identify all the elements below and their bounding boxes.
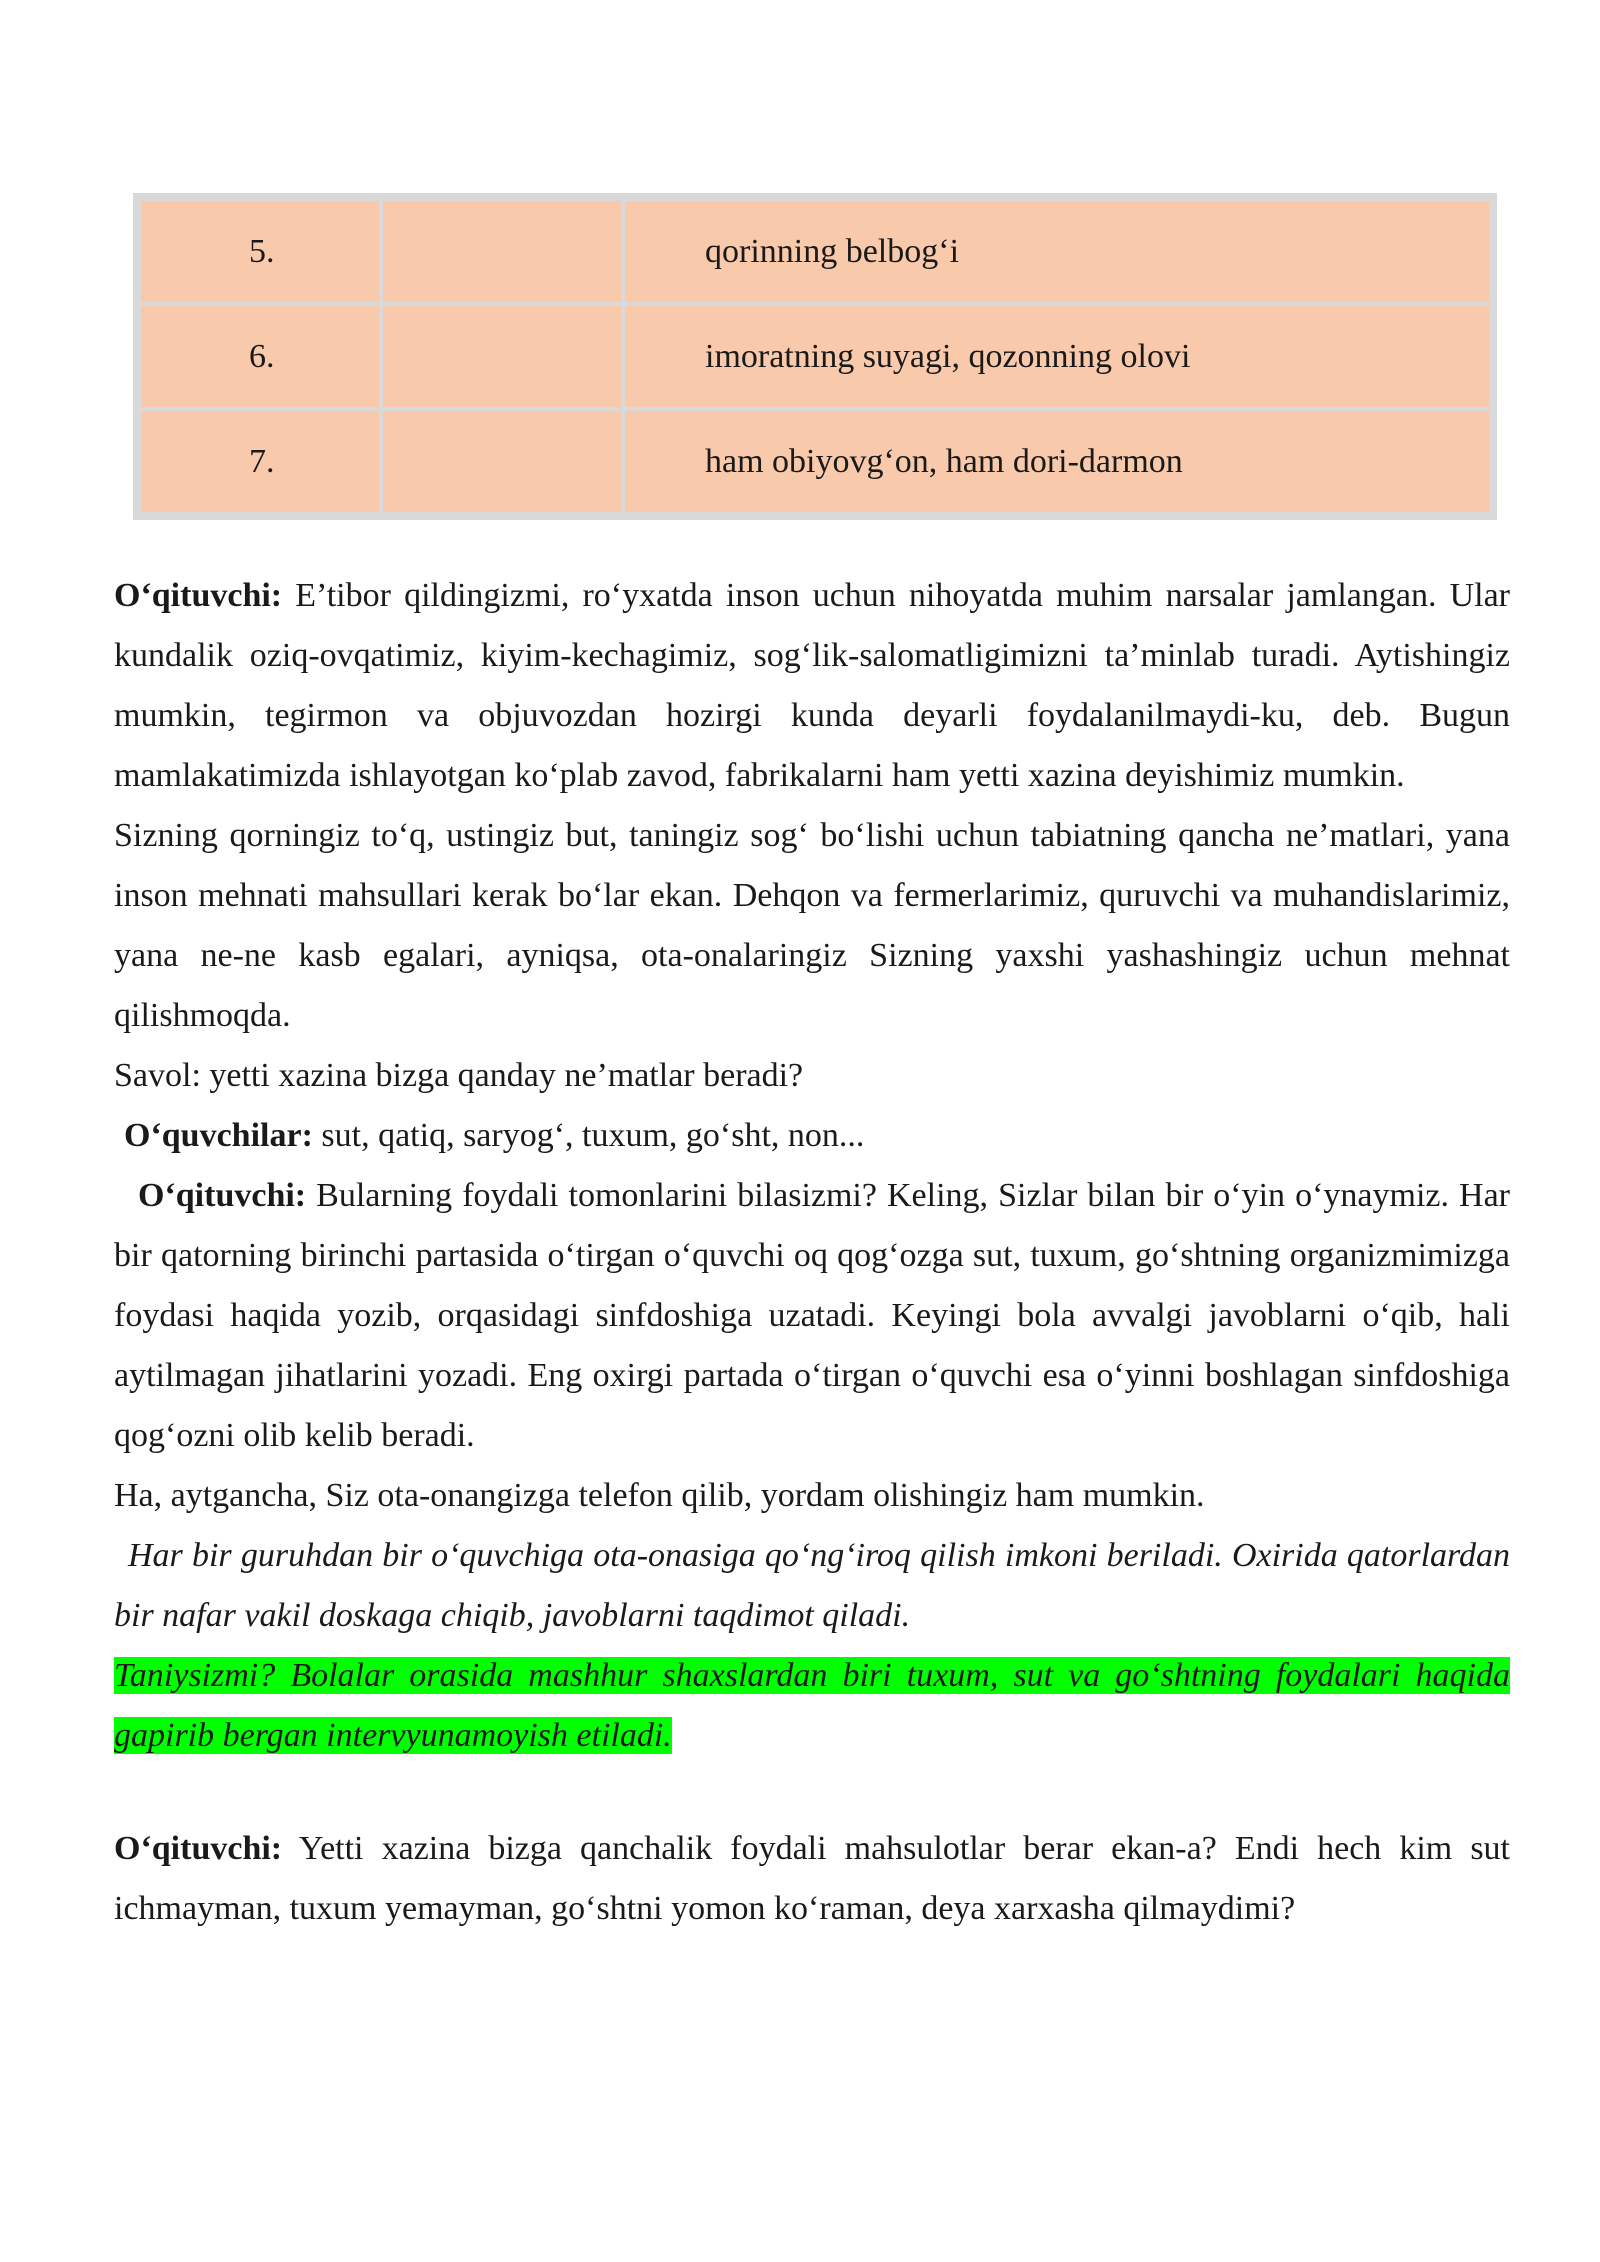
- paragraph-students: [114, 1106, 1510, 1166]
- paragraph-text: Bularning foydali tomonlarini bilasizmi? Keling, Sizlar bilan bir o‘yin o‘ynaymiz. Har bir qatorning birinchi partasida o‘tirgan o‘quvchi oq qog‘ozga sut, tuxum, go‘shtning organizmimizga foydasi haqida yozib, orqasidagi sinfdoshiga uzatadi. Keyingi bola avvalgi javoblarni o‘qib, hali aytilmagan jihatlarini yozadi. Eng oxirgi partada o‘tirgan o‘quvchi esa o‘yinni boshlagan sinfdoshiga qog‘ozni olib kelib beradi.: [114, 1177, 1510, 1454]
- row-blank-cell: [383, 306, 621, 407]
- paragraph-text: sut, qatiq, saryog‘, tuxum, go‘sht, non...: [312, 1117, 865, 1154]
- question-line: Savol: yetti xazina bizga qanday ne’matlar beradi?: [114, 1057, 804, 1094]
- speaker-label: O‘qituvchi:: [114, 1830, 283, 1867]
- row-number: 5.: [141, 201, 379, 302]
- paragraph-highlighted: [114, 1646, 1510, 1766]
- paragraph-text: Yetti xazina bizga qanchalik foydali mahsulotlar berar ekan-a? Endi hech kim sut ichmayman, tuxum yemayman, go‘shtni yomon ko‘raman, deya xarxasha qilmaydimi?: [114, 1830, 1510, 1927]
- items-table: [133, 193, 1497, 520]
- paragraph-gap: [114, 1766, 1510, 1819]
- table-row: [141, 306, 1489, 407]
- row-number: 7.: [141, 411, 379, 512]
- paragraph-instruction: Har bir guruhdan bir o‘quvchiga ota-onasiga qo‘ng‘iroq qilish imkoni beriladi. Oxirida qatorlardan bir nafar vakil doskaga chiqib, javoblarni taqdimot qiladi.: [114, 1537, 1510, 1634]
- highlighted-text: Taniysizmi? Bolalar orasida mashhur shaxslardan biri tuxum, sut va go‘shtning foydalari haqida gapirib bergan intervyunamoyish etiladi.: [114, 1657, 1510, 1754]
- speaker-label: O‘qituvchi:: [114, 577, 283, 614]
- body-text: [114, 566, 1510, 1939]
- items-table-grid: [137, 197, 1493, 516]
- row-description: qorinning belbog‘i: [625, 201, 1489, 302]
- table-row: [141, 411, 1489, 512]
- paragraph-2: Sizning qorningiz to‘q, ustingiz but, taningiz sog‘ bo‘lishi uchun tabiatning qancha ne’matlari, yana inson mehnati mahsullari kerak bo‘lar ekan. Dehqon va fermerlarimiz, quruvchi va muhandislarimiz, yana ne-ne kasb egalari, ayniqsa, ota-onalaringiz Sizning yaxshi yashashingiz uchun mehnat qilishmoqda.: [114, 817, 1510, 1034]
- row-blank-cell: [383, 411, 621, 512]
- table-row: [141, 201, 1489, 302]
- paragraph-teacher-1: [114, 566, 1510, 806]
- row-number: 6.: [141, 306, 379, 407]
- row-description: imoratning suyagi, qozonning olovi: [625, 306, 1489, 407]
- paragraph-text: E’tibor qildingizmi, ro‘yxatda inson uchun nihoyatda muhim narsalar jamlangan. Ular kundalik oziq-ovqatimiz, kiyim-kechagimiz, sog‘lik-salomatligimizni ta’minlab turadi. Aytishingiz mumkin, tegirmon va objuvozdan hozirgi kunda deyarli foydalanilmaydi-ku, deb. Bugun mamlakatimizda ishlayotgan ko‘plab zavod, fabrikalarni ham yetti xazina deyishimiz mumkin.: [114, 577, 1510, 794]
- paragraph-teacher-3: [114, 1819, 1510, 1939]
- speaker-label: O‘qituvchi:: [138, 1177, 307, 1214]
- paragraph-6: Ha, aytgancha, Siz ota-onangizga telefon qilib, yordam olishingiz ham mumkin.: [114, 1477, 1205, 1514]
- paragraph-teacher-2: [114, 1166, 1510, 1466]
- row-blank-cell: [383, 201, 621, 302]
- speaker-label: O‘quvchilar:: [124, 1117, 313, 1154]
- row-description: ham obiyovg‘on, ham dori-darmon: [625, 411, 1489, 512]
